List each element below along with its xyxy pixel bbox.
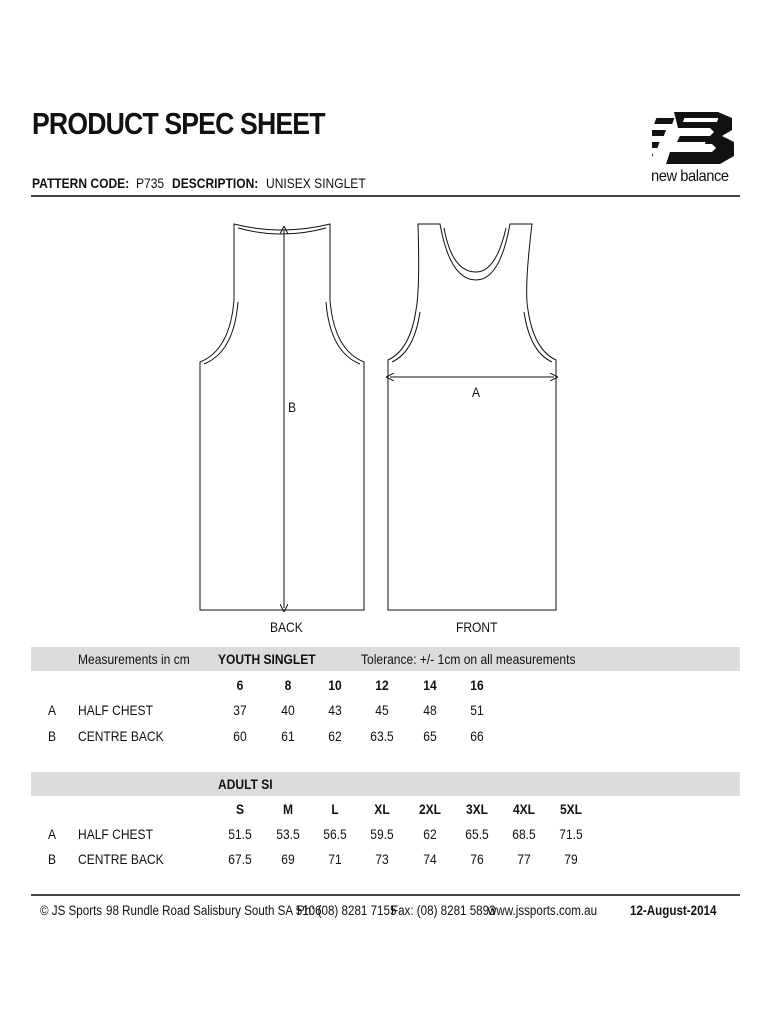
measurements-unit-label: Measurements in cm: [78, 651, 190, 667]
table-cell: 65: [423, 728, 437, 744]
header-divider: [31, 195, 740, 197]
table-cell: 65.5: [465, 826, 489, 842]
table-cell: 62: [328, 728, 342, 744]
footer-divider: [31, 894, 740, 896]
row-code: A: [48, 702, 57, 718]
youth-size-header: 14: [423, 677, 437, 693]
footer-phone: Ph: (08) 8281 7155: [297, 903, 397, 918]
table-cell: 48: [423, 702, 437, 718]
table-cell: 76: [470, 851, 484, 867]
table-cell: 66: [470, 728, 484, 744]
table-cell: 74: [423, 851, 437, 867]
brand-name: new balance: [651, 168, 729, 185]
pattern-code-label: PATTERN CODE:: [32, 175, 130, 191]
footer-address: 98 Rundle Road Salisbury South SA 5106: [106, 903, 322, 918]
adult-size-header: XL: [374, 801, 390, 817]
table-cell: 63.5: [370, 728, 394, 744]
table-cell: 73: [375, 851, 389, 867]
front-view-outline: [388, 224, 556, 610]
table-cell: 45: [375, 702, 389, 718]
row-label: CENTRE BACK: [78, 728, 164, 744]
row-label: HALF CHEST: [78, 826, 153, 842]
table-cell: 40: [281, 702, 295, 718]
adult-size-header: 3XL: [465, 801, 489, 817]
back-view-outline: [200, 224, 364, 610]
table-cell: 43: [328, 702, 342, 718]
description-label: DESCRIPTION:: [172, 175, 259, 191]
footer-fax: Fax: (08) 8281 5893: [391, 903, 496, 918]
adult-size-header: M: [282, 801, 294, 817]
youth-size-header: 6: [236, 677, 244, 693]
front-label: FRONT: [456, 619, 498, 635]
tolerance-note: Tolerance: +/- 1cm on all measurements: [361, 651, 576, 667]
youth-size-header: 8: [284, 677, 292, 693]
table-cell: 68.5: [512, 826, 536, 842]
table-cell: 51: [470, 702, 484, 718]
youth-size-header: 12: [375, 677, 389, 693]
footer-date: 12-August-2014: [630, 903, 717, 918]
table-cell: 61: [281, 728, 295, 744]
youth-size-header: 10: [328, 677, 342, 693]
adult-table-header: [31, 772, 740, 796]
garment-diagram: [190, 210, 570, 640]
back-label: BACK: [270, 619, 303, 635]
new-balance-logo-icon: [652, 108, 738, 166]
dimension-b-label: B: [288, 399, 297, 415]
table-cell: 71: [328, 851, 342, 867]
footer-website[interactable]: www.jssports.com.au: [488, 903, 598, 918]
row-label: HALF CHEST: [78, 702, 153, 718]
adult-size-header: 5XL: [559, 801, 583, 817]
youth-table-title: YOUTH SINGLET: [218, 651, 316, 667]
table-cell: 51.5: [228, 826, 252, 842]
row-code: A: [48, 826, 57, 842]
footer-company: © JS Sports: [40, 903, 103, 918]
table-cell: 62: [423, 826, 437, 842]
table-cell: 37: [233, 702, 247, 718]
adult-size-header: S: [235, 801, 245, 817]
youth-size-header: 16: [470, 677, 484, 693]
adult-table-title: ADULT SI: [218, 776, 273, 792]
table-cell: 67.5: [228, 851, 252, 867]
table-cell: 59.5: [370, 826, 394, 842]
description-value: UNISEX SINGLET: [266, 175, 366, 191]
page-title: PRODUCT SPEC SHEET: [32, 106, 325, 141]
table-cell: 71.5: [559, 826, 583, 842]
pattern-code-value: P735: [136, 175, 165, 191]
adult-size-header: L: [331, 801, 339, 817]
table-cell: 60: [233, 728, 247, 744]
row-code: B: [48, 728, 57, 744]
table-cell: 79: [564, 851, 578, 867]
adult-size-header: 4XL: [512, 801, 536, 817]
row-label: CENTRE BACK: [78, 851, 164, 867]
table-cell: 53.5: [276, 826, 300, 842]
table-cell: 56.5: [323, 826, 347, 842]
row-code: B: [48, 851, 57, 867]
table-cell: 77: [517, 851, 531, 867]
dimension-a-label: A: [472, 384, 481, 400]
adult-size-header: 2XL: [418, 801, 442, 817]
table-cell: 69: [281, 851, 295, 867]
